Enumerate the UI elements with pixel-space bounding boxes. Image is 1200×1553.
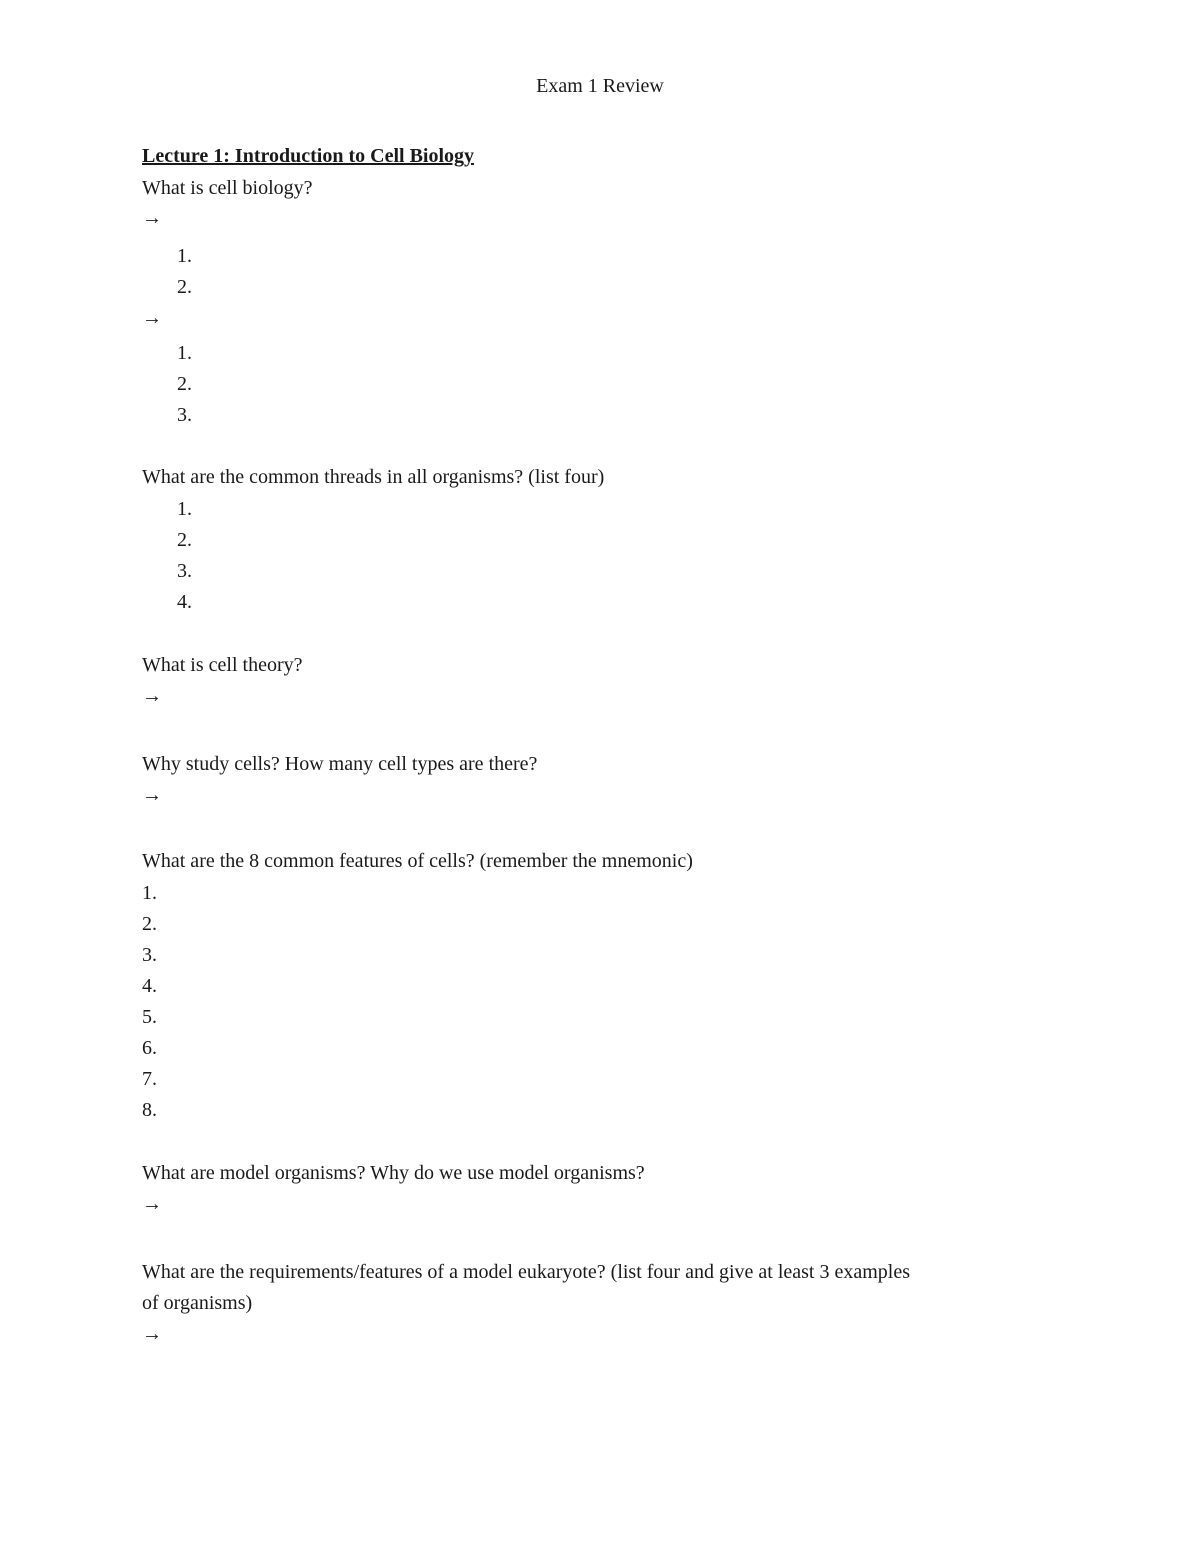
answer-arrow: → bbox=[142, 207, 162, 229]
list-item: 5. bbox=[142, 1006, 157, 1028]
answer-arrow: → bbox=[142, 1323, 162, 1345]
answer-arrow: → bbox=[142, 307, 162, 329]
question-model-eukaryote: What are the requirements/features of a model eukaryote? (list four and give at least 3 examples bbox=[142, 1261, 911, 1283]
question-model-eukaryote-cont: of organisms) bbox=[142, 1292, 253, 1314]
document-title: Exam 1 Review bbox=[536, 75, 664, 97]
question-cell-biology: What is cell biology? bbox=[142, 177, 313, 199]
list-item: 2. bbox=[177, 373, 192, 395]
question-cell-theory: What is cell theory? bbox=[142, 654, 303, 676]
answer-arrow: → bbox=[142, 784, 162, 806]
question-common-features: What are the 8 common features of cells? (remember the mnemonic) bbox=[142, 850, 693, 872]
answer-arrow: → bbox=[142, 1193, 162, 1215]
answer-arrow: → bbox=[142, 685, 162, 707]
list-item: 6. bbox=[142, 1037, 157, 1059]
question-why-study-cells: Why study cells? How many cell types are there? bbox=[142, 753, 538, 775]
question-model-organisms: What are model organisms? Why do we use model organisms? bbox=[142, 1162, 645, 1184]
list-item: 4. bbox=[142, 975, 157, 997]
list-item: 1. bbox=[177, 498, 192, 520]
list-item: 8. bbox=[142, 1099, 157, 1121]
list-item: 3. bbox=[142, 944, 157, 966]
list-item: 4. bbox=[177, 591, 192, 613]
list-item: 7. bbox=[142, 1068, 157, 1090]
list-item: 2. bbox=[177, 276, 192, 298]
list-item: 1. bbox=[177, 342, 192, 364]
list-item: 2. bbox=[177, 529, 192, 551]
list-item: 1. bbox=[177, 245, 192, 267]
list-item: 3. bbox=[177, 404, 192, 426]
section-heading: Lecture 1: Introduction to Cell Biology bbox=[142, 145, 475, 167]
question-common-threads: What are the common threads in all organisms? (list four) bbox=[142, 466, 605, 488]
list-item: 3. bbox=[177, 560, 192, 582]
list-item: 2. bbox=[142, 913, 157, 935]
list-item: 1. bbox=[142, 882, 157, 904]
